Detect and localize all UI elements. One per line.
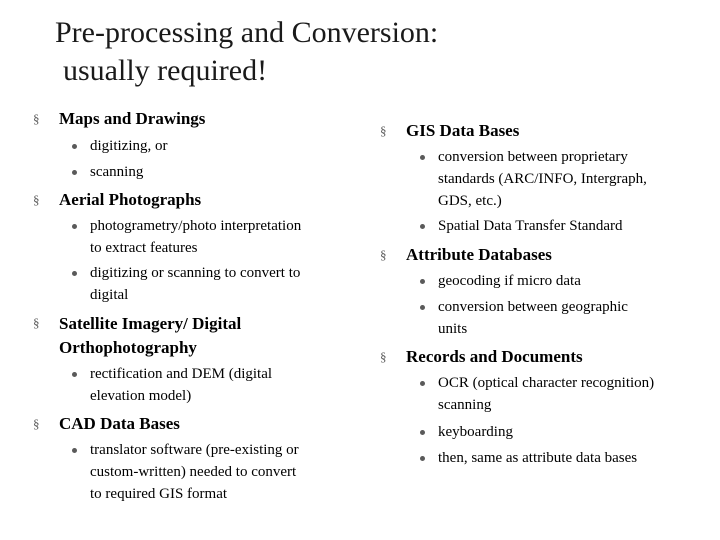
section-bullet-icon: § (33, 111, 40, 126)
section-heading: Satellite Imagery/ Digital (59, 314, 242, 333)
bullet-dot-icon (420, 305, 425, 310)
section-bullet-icon: § (380, 349, 387, 364)
bullet-dot-icon (72, 271, 77, 276)
section-heading: Records and Documents (406, 347, 583, 366)
bullet-dot-icon (420, 381, 425, 386)
section-heading: Attribute Databases (406, 245, 552, 264)
bullet-dot-icon (72, 144, 77, 149)
bullet-dot-icon (420, 456, 425, 461)
section-heading: CAD Data Bases (59, 414, 180, 433)
section-bullet-icon: § (380, 247, 387, 262)
title-line-2: usually required! (63, 54, 268, 87)
bullet-dot-icon (72, 170, 77, 175)
bullet-dot-icon (420, 224, 425, 229)
bullet-dot-icon (72, 372, 77, 377)
bullet-dot-icon (72, 448, 77, 453)
section-heading: Maps and Drawings (59, 109, 206, 128)
slide-title (55, 14, 675, 90)
bullet-dot-icon (420, 430, 425, 435)
section-bullet-icon: § (33, 192, 40, 207)
section-bullet-icon: § (380, 123, 387, 138)
section-heading-cont: Orthophotography (59, 338, 197, 357)
section-heading: Aerial Photographs (59, 190, 202, 209)
bullet-dot-icon (420, 155, 425, 160)
bullet-dot-icon (72, 224, 77, 229)
bullet-dot-icon (420, 279, 425, 284)
section-heading: GIS Data Bases (406, 121, 520, 140)
section-bullet-icon: § (33, 416, 40, 431)
title-line-1: Pre-processing and Conversion: (55, 16, 439, 49)
section-bullet-icon: § (33, 315, 40, 330)
